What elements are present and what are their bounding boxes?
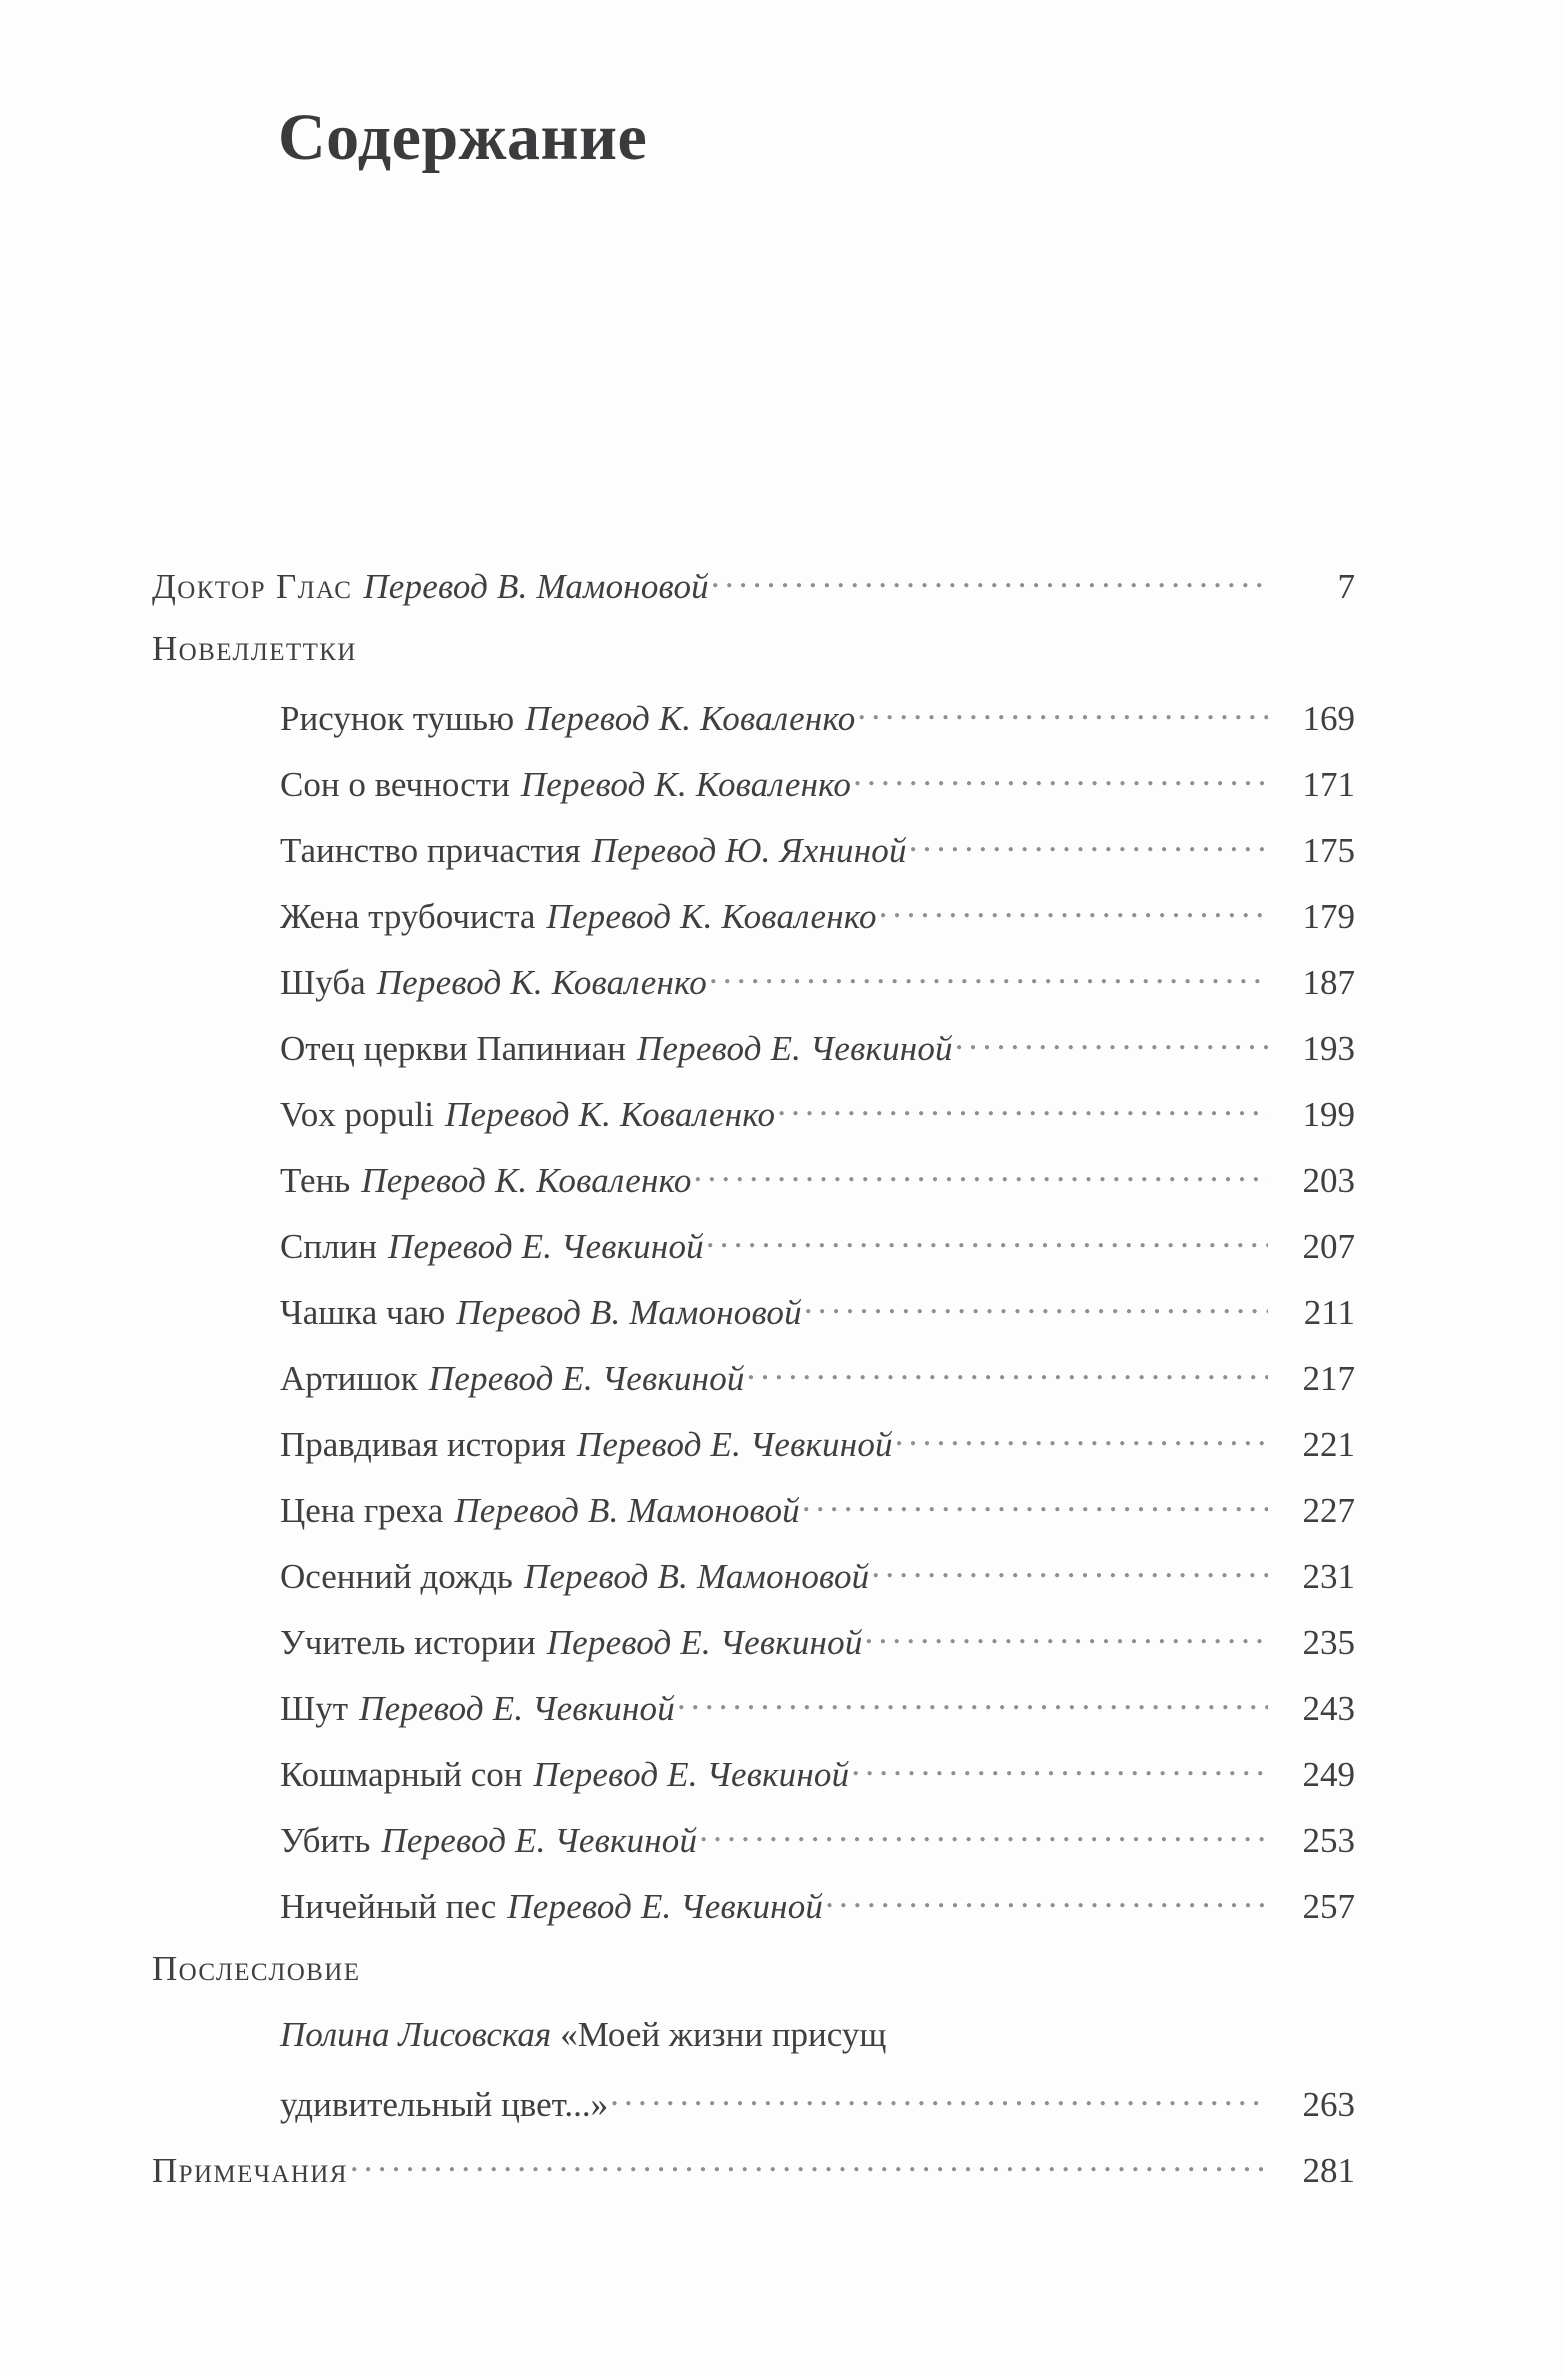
dot-leader	[711, 563, 1268, 598]
toc-entry[interactable]	[0, 2081, 1565, 2147]
toc-entry-translator: Перевод Е. Чевкиной	[507, 1887, 824, 1926]
toc-entry-page-number: 235	[1302, 1623, 1355, 1662]
toc-entry-title: Послесловие	[152, 1949, 361, 1988]
toc-entry-page-number: 227	[1302, 1491, 1355, 1530]
toc-entry[interactable]	[0, 2015, 1565, 2081]
toc-entry-page-number: 193	[1302, 1029, 1355, 1068]
dot-leader	[955, 1025, 1268, 1060]
toc-entry-title: Цена греха	[280, 1491, 444, 1530]
toc-entry-translator: Перевод Е. Чевкиной	[546, 1623, 863, 1662]
toc-entry-page-number: 263	[1302, 2085, 1355, 2124]
toc-entry-title: Полина Лисовская	[280, 2015, 552, 2054]
toc-entry-page-number: 257	[1302, 1887, 1355, 1926]
toc-entry[interactable]	[0, 1553, 1565, 1619]
toc-entry-translator: Перевод Е. Чевкиной	[636, 1029, 953, 1068]
toc-entry-page-number: 203	[1302, 1161, 1355, 1200]
dot-leader	[851, 1751, 1268, 1786]
toc-entry-page-number: 231	[1302, 1557, 1355, 1596]
toc-entry[interactable]	[0, 959, 1565, 1025]
toc-entry-translator: Перевод В. Мамоновой	[454, 1491, 800, 1530]
toc-entry-title: Артишок	[280, 1359, 418, 1398]
toc-entry[interactable]	[0, 563, 1565, 629]
toc-entry[interactable]	[0, 1157, 1565, 1223]
toc-entry[interactable]	[0, 1289, 1565, 1355]
toc-entry[interactable]	[0, 893, 1565, 959]
toc-entry-page-number: 187	[1302, 963, 1355, 1002]
toc-entry-translator: Перевод К. Коваленко	[546, 897, 877, 936]
toc-entry-title: Примечания	[152, 2151, 348, 2190]
toc-entry-page-number: 217	[1302, 1359, 1355, 1398]
toc-entry-title: Осенний дождь	[280, 1557, 513, 1596]
dot-leader	[610, 2081, 1268, 2116]
toc-entry-translator: Перевод К. Коваленко	[520, 765, 852, 804]
dot-leader	[747, 1355, 1268, 1390]
toc-entry-translator: Перевод В. Мамоновой	[363, 567, 709, 606]
toc-entry-title: удивительный цвет...»	[280, 2085, 609, 2124]
toc-entry-page-number: 169	[1302, 699, 1355, 738]
toc-entry[interactable]	[0, 695, 1565, 761]
toc-entry-translator: Перевод Ю. Яхниной	[591, 831, 907, 870]
toc-entry-translator: Перевод В. Мамоновой	[523, 1557, 870, 1596]
toc-entry-list	[0, 563, 1565, 2213]
toc-entry-title: Отец церкви Папиниан	[280, 1029, 626, 1068]
toc-entry[interactable]	[0, 2147, 1565, 2213]
toc-entry-translator: Перевод Е. Чевкиной	[359, 1689, 675, 1728]
toc-entry-page-number: 207	[1302, 1227, 1355, 1266]
dot-leader	[350, 2147, 1268, 2182]
toc-entry-title: Шуба	[280, 963, 366, 1002]
toc-entry-title: Рисунок тушью	[280, 699, 515, 738]
toc-entry-translator: Перевод К. Коваленко	[361, 1161, 692, 1200]
dot-leader	[694, 1157, 1268, 1192]
dot-leader	[895, 1421, 1268, 1456]
toc-entry[interactable]	[0, 1619, 1565, 1685]
toc-entry-title: Vox populi	[280, 1095, 434, 1134]
toc-entry-page-number: 179	[1302, 897, 1355, 936]
dot-leader	[853, 761, 1268, 796]
toc-entry-title: Правдивая история	[280, 1425, 566, 1464]
toc-entry-title: Шут	[280, 1689, 349, 1728]
toc-entry-translator: Перевод К. Коваленко	[444, 1095, 776, 1134]
toc-entry-title: Кошмарный сон	[280, 1755, 523, 1794]
dot-leader	[865, 1619, 1268, 1654]
toc-entry-title: Чашка чаю	[280, 1293, 446, 1332]
toc-entry-page-number: 253	[1302, 1821, 1355, 1860]
toc-entry[interactable]	[0, 1355, 1565, 1421]
dot-leader	[802, 1487, 1268, 1522]
toc-entry-translator: Перевод К. Коваленко	[376, 963, 707, 1002]
toc-entry-page-number: 171	[1302, 765, 1355, 804]
dot-leader	[871, 1553, 1268, 1588]
toc-entry-page-number: 221	[1302, 1425, 1355, 1464]
toc-entry-title: Убить	[280, 1821, 371, 1860]
dot-leader	[879, 893, 1268, 928]
toc-entry-title: Учитель истории	[280, 1623, 536, 1662]
toc-entry[interactable]	[0, 1421, 1565, 1487]
toc-entry[interactable]	[0, 1817, 1565, 1883]
toc-entry-title: Тень	[280, 1161, 351, 1200]
toc-entry-quote: «Моей жизни присущ	[560, 2015, 887, 2054]
toc-entry[interactable]	[0, 761, 1565, 827]
toc-entry-translator: Перевод Е. Чевкиной	[533, 1755, 850, 1794]
dot-leader	[777, 1091, 1268, 1126]
page-title: Содержание	[278, 101, 648, 175]
toc-entry[interactable]	[0, 1883, 1565, 1949]
toc-entry[interactable]	[0, 1487, 1565, 1553]
dot-leader	[804, 1289, 1268, 1324]
dot-leader	[909, 827, 1268, 862]
toc-entry-title: Сон о вечности	[280, 765, 510, 804]
toc-entry[interactable]	[0, 1949, 1565, 2015]
toc-entry-page-number: 7	[1337, 567, 1355, 606]
toc-entry-page-number: 281	[1302, 2151, 1355, 2190]
toc-entry-page-number: 175	[1302, 831, 1355, 870]
toc-entry-page-number: 243	[1302, 1689, 1355, 1728]
toc-entry-page-number: 199	[1302, 1095, 1355, 1134]
toc-entry[interactable]	[0, 1025, 1565, 1091]
toc-entry-title: Новеллеттки	[152, 629, 357, 668]
toc-entry-translator: Перевод К. Коваленко	[525, 699, 856, 738]
toc-entry-title: Сплин	[280, 1227, 378, 1266]
dot-leader	[677, 1685, 1268, 1720]
toc-entry[interactable]	[0, 629, 1565, 695]
toc-entry-title: Таинство причастия	[280, 831, 581, 870]
toc-entry[interactable]	[0, 1685, 1565, 1751]
toc-entry-translator: Перевод Е. Чевкиной	[381, 1821, 698, 1860]
toc-entry-translator: Перевод В. Мамоновой	[456, 1293, 802, 1332]
toc-entry[interactable]	[0, 1751, 1565, 1817]
toc-entry-title: Ничейный пес	[280, 1887, 497, 1926]
toc-entry[interactable]	[0, 827, 1565, 893]
toc-entry-title: Доктор Глас	[152, 567, 353, 606]
toc-entry-translator: Перевод Е. Чевкиной	[576, 1425, 893, 1464]
toc-entry-title: Жена трубочиста	[280, 897, 536, 936]
dot-leader	[709, 959, 1268, 994]
toc-entry[interactable]	[0, 1223, 1565, 1289]
toc-entry-page-number: 249	[1302, 1755, 1355, 1794]
toc-entry[interactable]	[0, 1091, 1565, 1157]
dot-leader	[857, 695, 1268, 730]
toc-entry-translator: Перевод Е. Чевкиной	[388, 1227, 704, 1266]
toc-entry-translator: Перевод Е. Чевкиной	[428, 1359, 745, 1398]
dot-leader	[825, 1883, 1268, 1918]
toc-entry-page-number: 211	[1303, 1293, 1355, 1332]
dot-leader	[699, 1817, 1268, 1852]
dot-leader	[706, 1223, 1268, 1258]
